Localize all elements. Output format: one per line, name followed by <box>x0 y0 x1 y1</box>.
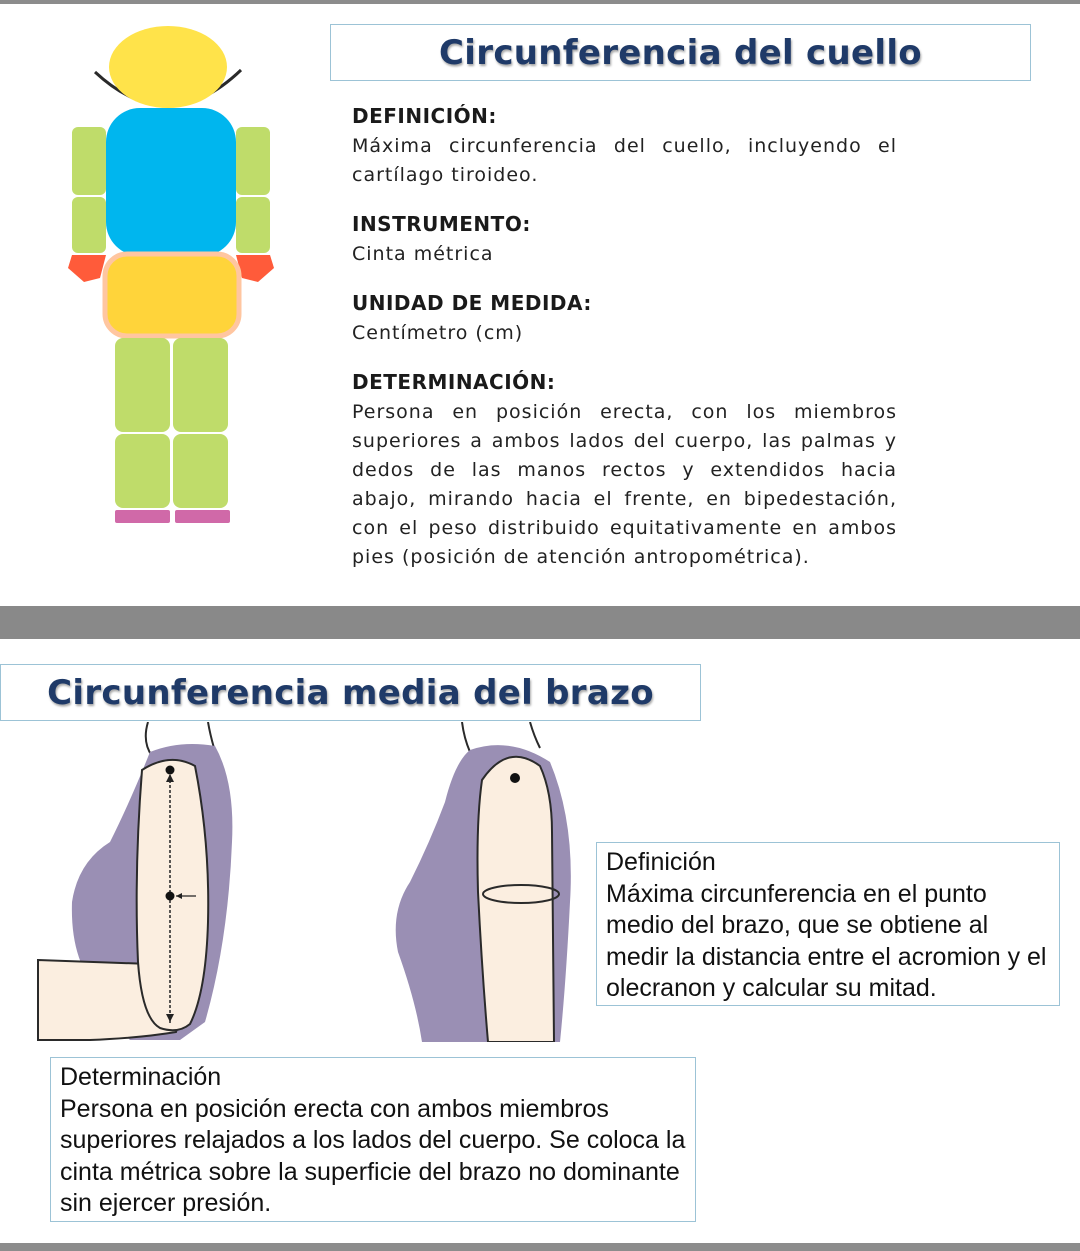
right-foot <box>175 510 230 523</box>
torso-shape <box>106 108 236 256</box>
top-rule <box>0 0 1080 4</box>
left-thigh <box>115 338 170 432</box>
definition-text: Máxima circunferencia del cuello, incluyendo el cartílago tiroideo. <box>352 135 897 186</box>
bottom-rule <box>0 1243 1080 1251</box>
acromion-point <box>510 773 520 783</box>
left-shin <box>115 434 170 508</box>
arm-front-view-illustration <box>390 722 590 1042</box>
arm-definition-text: Máxima circunferencia en el punto medio del brazo, que se obtiene al medir la distancia entre el acromion y el olecranon y calcular su mitad. <box>606 879 1047 1002</box>
instrument-text: Cinta métrica <box>352 243 494 265</box>
arm-determination-heading: Determinación <box>60 1063 222 1091</box>
unit-text: Centímetro (cm) <box>352 322 524 344</box>
definition-section <box>352 104 897 190</box>
midpoint-marker <box>166 892 175 901</box>
neck-outline <box>530 722 540 748</box>
right-shin <box>173 434 228 508</box>
right-thigh <box>173 338 228 432</box>
arm-determination-box <box>50 1057 696 1222</box>
neck-title: Circunferencia del cuello <box>439 32 922 73</box>
definition-heading: DEFINICIÓN: <box>352 104 497 128</box>
determination-section <box>352 370 897 572</box>
arm-side-view-illustration <box>30 722 250 1042</box>
body-figure-illustration <box>60 20 290 540</box>
determination-heading: DETERMINACIÓN: <box>352 370 556 394</box>
arm-title-box <box>0 664 701 721</box>
right-hand <box>236 255 274 282</box>
left-foot <box>115 510 170 523</box>
arm-definition-heading: Definición <box>606 848 716 876</box>
right-upper-arm <box>236 127 270 195</box>
section-divider <box>0 606 1080 639</box>
neck-description <box>352 104 897 594</box>
acromion-point <box>166 766 175 775</box>
left-hand <box>68 255 106 282</box>
instrument-section <box>352 212 897 269</box>
head-shape <box>109 26 227 108</box>
abdomen-shape <box>105 254 239 336</box>
neck-title-box <box>330 24 1031 81</box>
unit-section <box>352 291 897 348</box>
unit-heading: UNIDAD DE MEDIDA: <box>352 291 592 315</box>
determination-text: Persona en posición erecta, con los miembros superiores a ambos lados del cuerpo, las palmas y dedos de las manos rectos y extendidos hacia abajo, mirando hacia el frente, en bipedestación, con el peso distribuido equitativamente en ambos pies (posición de atención antropométrica). <box>352 401 897 568</box>
left-lower-arm <box>72 197 106 253</box>
arm-determination-text: Persona en posición erecta con ambos miembros superiores relajados a los lados del cuerpo. Se coloca la cinta métrica sobre la superficie del brazo no dominante sin ejercer presión. <box>60 1094 686 1217</box>
instrument-heading: INSTRUMENTO: <box>352 212 531 236</box>
arm-title: Circunferencia media del brazo <box>47 672 654 713</box>
right-lower-arm <box>236 197 270 253</box>
shoulder-outline <box>146 722 152 756</box>
neck-outline <box>208 722 214 748</box>
left-upper-arm <box>72 127 106 195</box>
shoulder-outline <box>462 722 470 752</box>
arm-definition-box <box>596 842 1060 1006</box>
